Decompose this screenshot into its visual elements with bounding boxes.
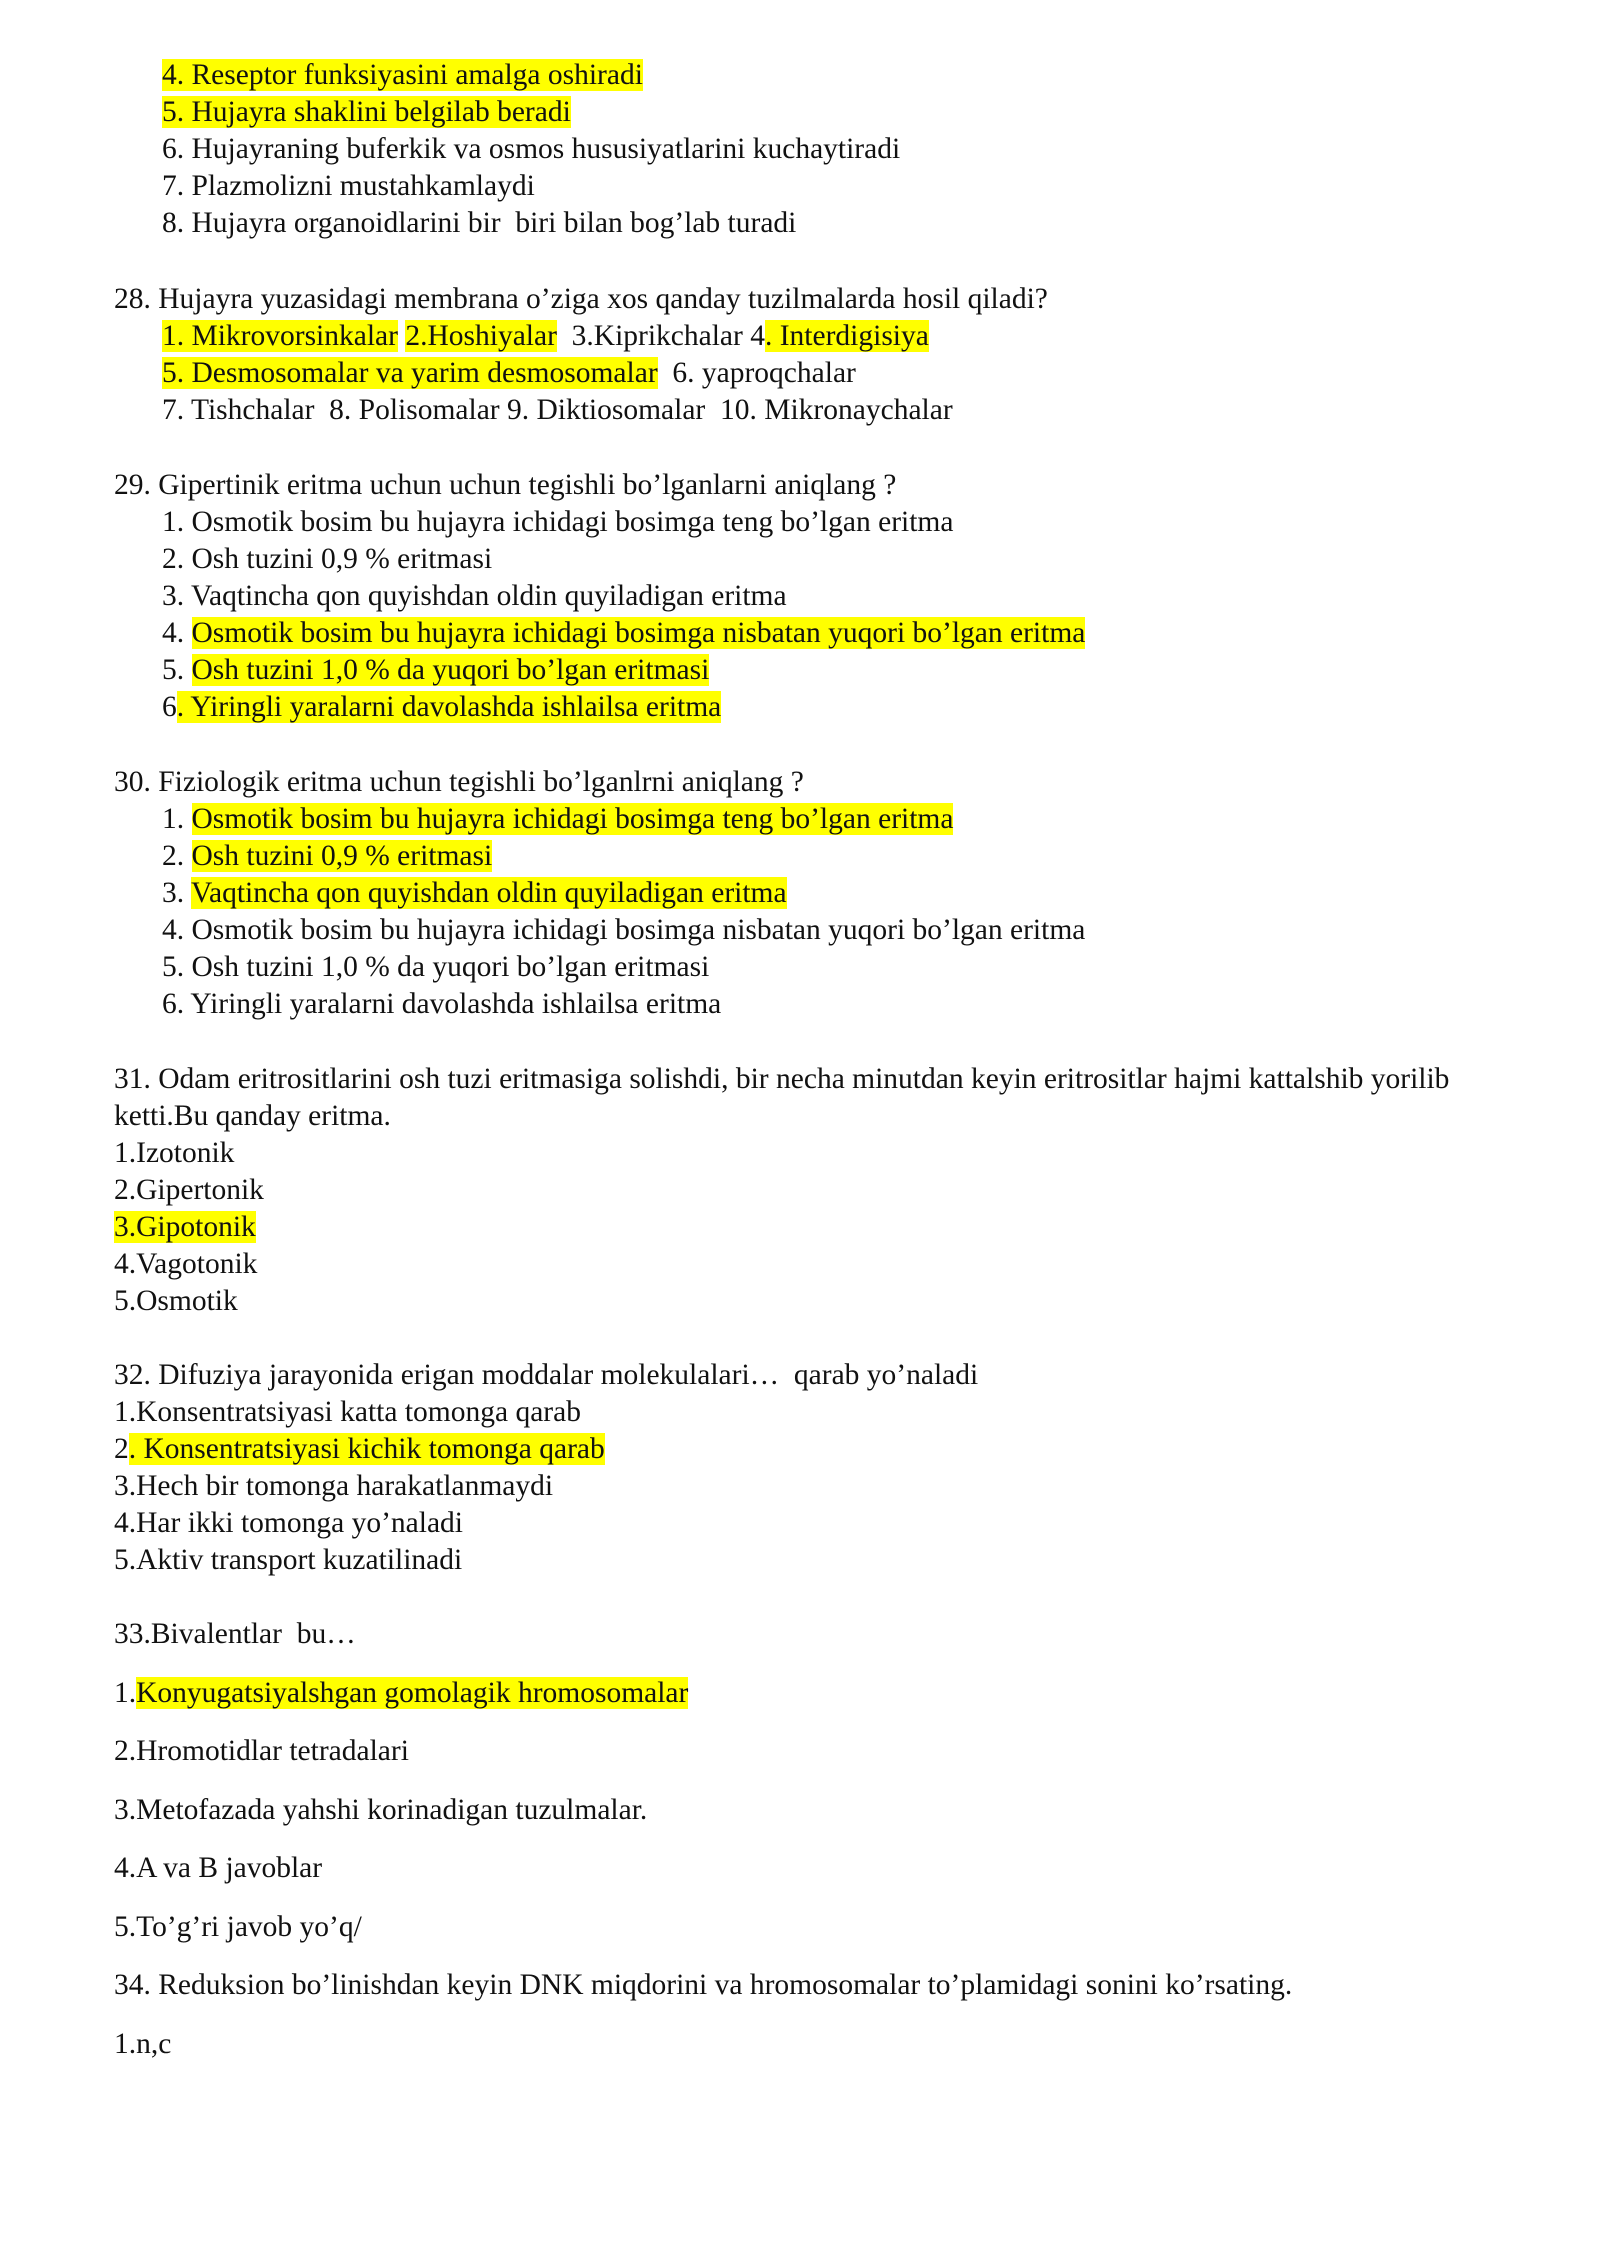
q32-question: 32. Difuziya jarayonida erigan moddalar molekulalari… qarab yo’naladi — [114, 1359, 979, 1391]
q27-option-4 — [162, 57, 643, 94]
q27-option-5 — [162, 94, 571, 131]
q28-options-line-1: 1. Mikrovorsinkalar 2.Hoshiyalar 3.Kiprikchalar 4. Interdigisiya — [162, 320, 929, 352]
q31-option-2: 2.Gipertonik — [114, 1174, 264, 1206]
q30-option-6: 6. Yiringli yaralarni davolashda ishlailsa eritma — [162, 988, 722, 1020]
q29-question: 29. Gipertinik eritma uchun uchun tegishli bo’lganlarni aniqlang ? — [114, 469, 897, 501]
q33-option-4: 4.A va B javoblar — [114, 1852, 323, 1884]
q29-option-1: 1. Osmotik bosim bu hujayra ichidagi bosimga teng bo’lgan eritma — [162, 506, 954, 538]
answer-highlight: 1. Mikrovorsinkalar — [162, 320, 398, 352]
q31-option-5: 5.Osmotik — [114, 1285, 238, 1317]
q32-option-5: 5.Aktiv transport kuzatilinadi — [114, 1544, 463, 1576]
q30-option-5: 5. Osh tuzini 1,0 % da yuqori bo’lgan eritmasi — [162, 951, 710, 983]
q31-option-3 — [114, 1209, 256, 1246]
q32-option-4: 4.Har ikki tomonga yo’naladi — [114, 1507, 464, 1539]
answer-highlight: Osmotik bosim bu hujayra ichidagi bosimga teng bo’lgan eritma — [191, 803, 954, 835]
q29-option-5: 5. Osh tuzini 1,0 % da yuqori bo’lgan eritmasi — [162, 654, 710, 686]
q28-options-line-2: 5. Desmosomalar va yarim desmosomalar 6. yaproqchalar — [162, 357, 856, 389]
answer-highlight: 2.Hoshiyalar — [405, 320, 557, 352]
answer-highlight: Vaqtincha qon quyishdan oldin quyiladigan eritma — [190, 877, 787, 909]
answer-highlight: . Yiringli yaralarni davolashda ishlailsa eritma — [176, 691, 722, 723]
q30-option-4: 4. Osmotik bosim bu hujayra ichidagi bosimga nisbatan yuqori bo’lgan eritma — [162, 914, 1086, 946]
q32-option-2: 2. Konsentratsiyasi kichik tomonga qarab — [114, 1433, 605, 1465]
q29-option-2: 2. Osh tuzini 0,9 % eritmasi — [162, 543, 493, 575]
answer-highlight: 5. Hujayra shaklini belgilab beradi — [162, 96, 571, 128]
q30-option-1: 1. Osmotik bosim bu hujayra ichidagi bosimga teng bo’lgan eritma — [162, 803, 954, 835]
q31-option-4: 4.Vagotonik — [114, 1248, 258, 1280]
q29-option-4: 4. Osmotik bosim bu hujayra ichidagi bosimga nisbatan yuqori bo’lgan eritma — [162, 617, 1086, 649]
q32-option-1: 1.Konsentratsiyasi katta tomonga qarab — [114, 1396, 581, 1428]
q28-options-line-3: 7. Tishchalar 8. Polisomalar 9. Diktiosomalar 10. Mikronaychalar — [162, 394, 953, 426]
q34-option-1: 1.n,c — [114, 2028, 172, 2060]
q27-option-8: 8. Hujayra organoidlarini bir biri bilan bog’lab turadi — [162, 207, 797, 239]
q34-question: 34. Reduksion bo’linishdan keyin DNK miqdorini va hromosomalar to’plamidagi sonini ko’rsating. — [114, 1969, 1293, 2001]
q30-question: 30. Fiziologik eritma uchun tegishli bo’lganlrni aniqlang ? — [114, 766, 804, 798]
q33-option-1: 1.Konyugatsiyalshgan gomolagik hromosomalar — [114, 1677, 689, 1709]
q29-option-6: 6. Yiringli yaralarni davolashda ishlailsa eritma — [162, 691, 722, 723]
q27-option-7: 7. Plazmolizni mustahkamlaydi — [162, 170, 535, 202]
q31-question-line-1: 31. Odam eritrositlarini osh tuzi eritmasiga solishdi, bir necha minutdan keyin eritrositlar hajmi kattalshib yorilib — [114, 1063, 1450, 1095]
answer-highlight: . Interdigisiya — [764, 320, 929, 352]
q31-option-1: 1.Izotonik — [114, 1137, 235, 1169]
q28-question: 28. Hujayra yuzasidagi membrana o’ziga xos qanday tuzilmalarda hosil qiladi? — [114, 283, 1048, 315]
q33-option-2: 2.Hromotidlar tetradalari — [114, 1735, 409, 1767]
q30-option-3: 3. Vaqtincha qon quyishdan oldin quyiladigan eritma — [162, 877, 787, 909]
answer-highlight: Osh tuzini 0,9 % eritmasi — [191, 840, 493, 872]
q33-question: 33.Bivalentlar bu… — [114, 1618, 356, 1650]
answer-highlight: 3.Gipotonik — [114, 1211, 256, 1243]
q30-option-2: 2. Osh tuzini 0,9 % eritmasi — [162, 840, 493, 872]
q27-option-6: 6. Hujayraning buferkik va osmos hususiyatlarini kuchaytiradi — [162, 133, 901, 165]
q33-option-3: 3.Metofazada yahshi korinadigan tuzulmalar. — [114, 1794, 648, 1826]
answer-highlight: 4. Reseptor funksiyasini amalga oshiradi — [162, 59, 643, 91]
q31-question-line-2: ketti.Bu qanday eritma. — [114, 1100, 391, 1132]
answer-highlight: Konyugatsiyalshgan gomolagik hromosomalar — [136, 1677, 689, 1709]
q29-option-3: 3. Vaqtincha qon quyishdan oldin quyiladigan eritma — [162, 580, 787, 612]
answer-highlight: Osh tuzini 1,0 % da yuqori bo’lgan eritmasi — [191, 654, 710, 686]
q33-option-5: 5.To’g’ri javob yo’q/ — [114, 1911, 362, 1943]
q32-option-3: 3.Hech bir tomonga harakatlanmaydi — [114, 1470, 554, 1502]
answer-highlight: . Konsentratsiyasi kichik tomonga qarab — [128, 1433, 605, 1465]
answer-highlight: Osmotik bosim bu hujayra ichidagi bosimga nisbatan yuqori bo’lgan eritma — [191, 617, 1086, 649]
answer-highlight: 5. Desmosomalar va yarim desmosomalar — [162, 357, 658, 389]
